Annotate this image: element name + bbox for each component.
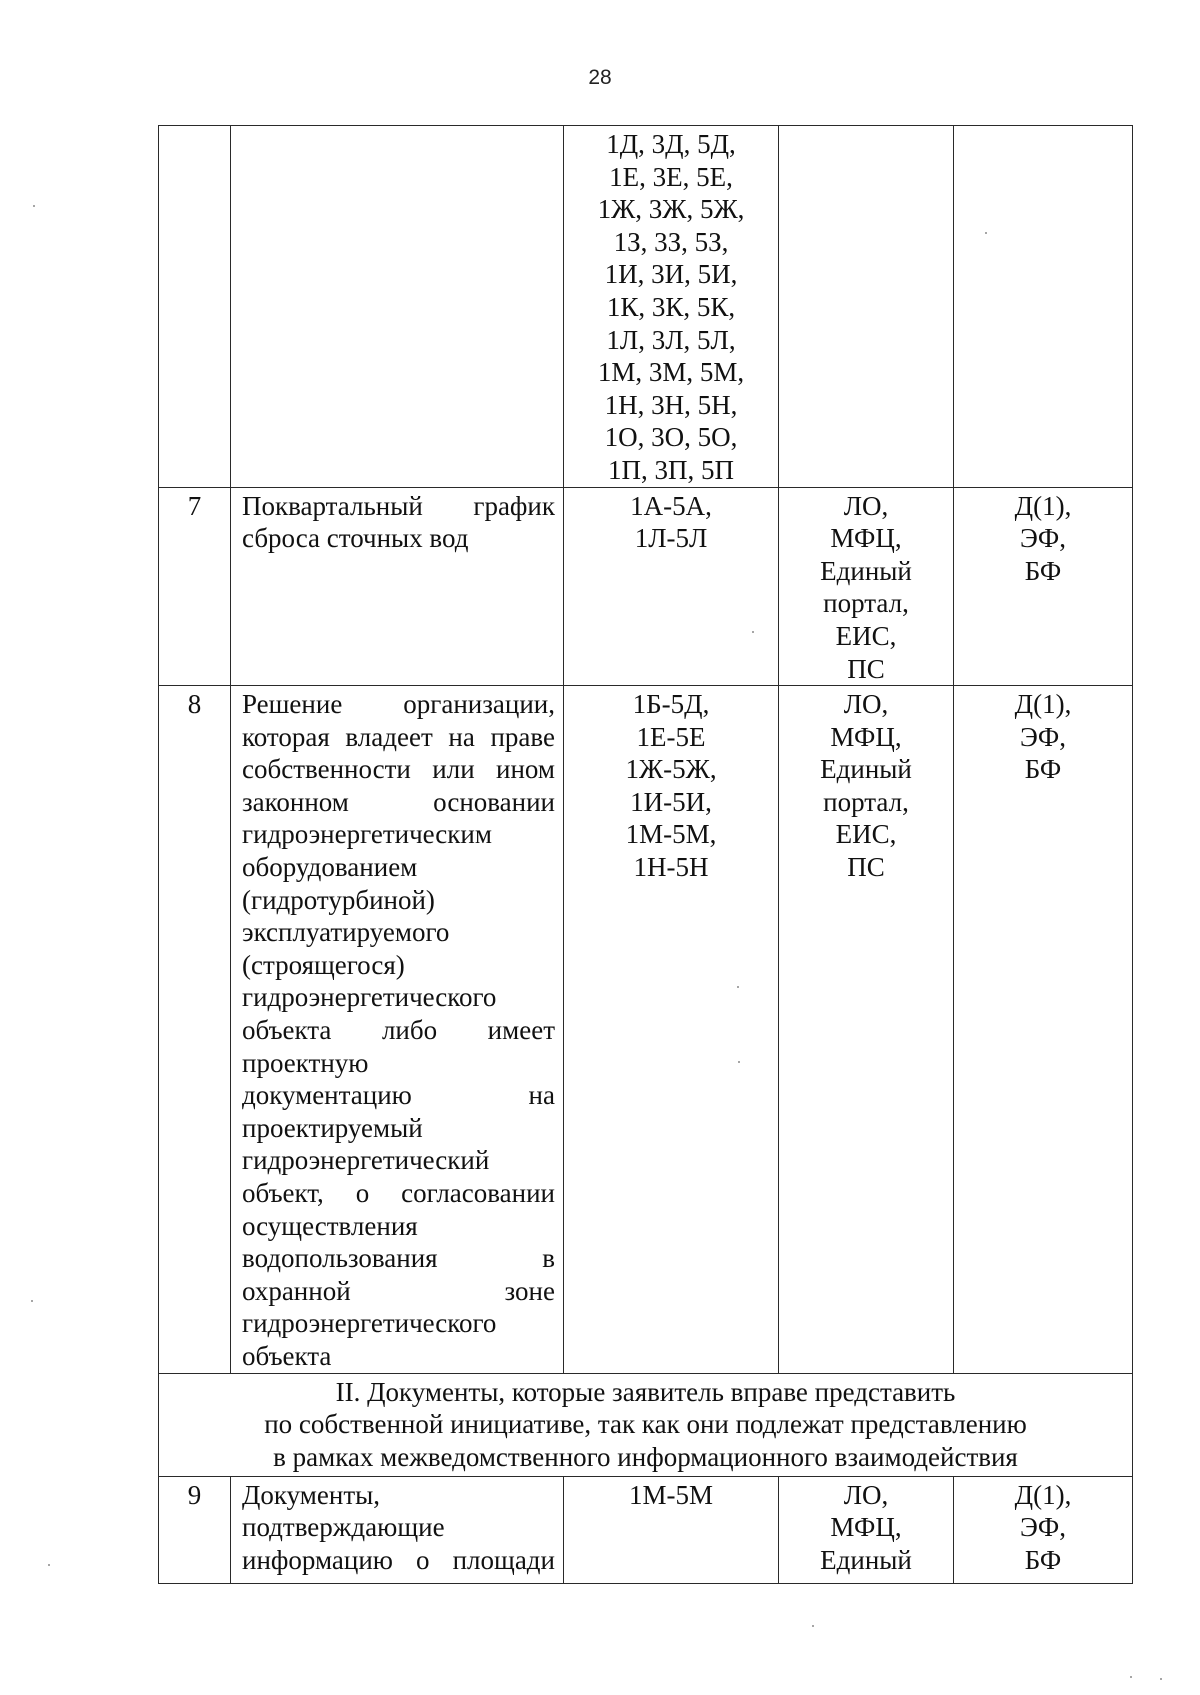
form-line: Д(1), xyxy=(1014,689,1072,720)
document-name-line: (гидротурбиной) xyxy=(242,884,435,915)
place-line: Единый xyxy=(820,555,912,586)
form-line: ЭФ, xyxy=(1019,721,1067,752)
place-line: ЛО, xyxy=(843,490,889,521)
submission-place-cell xyxy=(779,126,954,488)
document-name-line: Поквартальный график xyxy=(242,490,555,521)
codes-line: 1Л-5Л xyxy=(634,523,708,554)
codes-line: 1Е-5Е xyxy=(636,721,706,752)
codes-cell xyxy=(564,487,779,686)
codes-line: 1Б-5Д, xyxy=(632,689,710,720)
form-line: БФ xyxy=(1024,555,1062,586)
codes-cell xyxy=(564,1476,779,1583)
document-name-line: эксплуатируемого xyxy=(242,917,450,948)
row-number-cell: 9 xyxy=(159,1476,231,1583)
submission-place-cell xyxy=(779,487,954,686)
row-number-cell: 7 xyxy=(159,487,231,686)
place-line: ПС xyxy=(847,653,885,684)
place-line: ЕИС, xyxy=(835,819,897,850)
scan-speck xyxy=(33,205,35,207)
row-number-cell xyxy=(159,126,231,488)
document-name-line: объект, о согласовании xyxy=(242,1178,555,1208)
scan-speck xyxy=(31,1300,33,1302)
document-name-cell xyxy=(231,1476,564,1583)
document-name-line: Документы, xyxy=(242,1479,381,1510)
scan-speck xyxy=(812,1625,814,1627)
document-name-line: водопользования в xyxy=(242,1243,555,1274)
place-line: портал, xyxy=(823,786,909,817)
document-name-line: подтверждающие xyxy=(242,1512,445,1543)
place-line: МФЦ, xyxy=(830,721,902,752)
scan-speck xyxy=(985,232,987,234)
document-name-cell xyxy=(231,686,564,1373)
scan-speck xyxy=(48,1564,50,1566)
place-line: МФЦ, xyxy=(830,1512,902,1543)
codes-line: 1Н-5Н xyxy=(633,852,709,883)
codes-line: 1Д, 3Д, 5Д, xyxy=(606,129,736,159)
document-form-cell xyxy=(954,686,1133,1373)
codes-line: 1Е, 3Е, 5Е, xyxy=(609,161,733,192)
documents-table xyxy=(158,125,1133,1584)
document-name-line: которая владеет на праве xyxy=(242,721,555,752)
document-name-line: оборудованием xyxy=(242,852,418,883)
form-line: ЭФ, xyxy=(1019,523,1067,554)
table-row xyxy=(159,1476,1133,1583)
place-line: Единый xyxy=(820,1544,912,1575)
section-header-cell xyxy=(159,1373,1133,1476)
section-header-line: II. Документы, которые заявитель вправе представить xyxy=(335,1376,956,1407)
place-line: портал, xyxy=(823,588,909,619)
table-row xyxy=(159,487,1133,686)
document-name-cell xyxy=(231,126,564,488)
section-header-line: по собственной инициативе, так как они подлежат представлению xyxy=(264,1409,1027,1440)
codes-line: 1И, 3И, 5И, xyxy=(604,259,738,290)
table-row xyxy=(159,686,1133,1373)
form-line: БФ xyxy=(1024,1544,1062,1575)
document-form-cell xyxy=(954,487,1133,686)
document-name-line: проектную xyxy=(242,1047,369,1078)
codes-line: 1М-5М, xyxy=(625,819,717,850)
codes-line: 1Ж, 3Ж, 5Ж, xyxy=(597,194,745,225)
document-name-line: объекта либо имеет xyxy=(242,1015,555,1046)
form-line: БФ xyxy=(1024,754,1062,785)
document-name-line: документацию на xyxy=(242,1080,555,1111)
codes-line: 1И-5И, xyxy=(630,786,712,817)
document-name-line: гидроэнергетического xyxy=(242,1308,497,1339)
scan-speck xyxy=(1130,1676,1132,1678)
codes-line: 1З, 3З, 5З, xyxy=(613,226,729,257)
scan-speck xyxy=(738,1061,740,1063)
document-name-line: осуществления xyxy=(242,1210,418,1241)
codes-cell xyxy=(564,686,779,1373)
codes-line: 1П, 3П, 5П xyxy=(608,454,734,485)
codes-line: 1М-5М xyxy=(628,1479,713,1510)
table-row xyxy=(159,126,1133,488)
place-line: МФЦ, xyxy=(830,523,902,554)
codes-line: 1Ж-5Ж, xyxy=(625,754,717,785)
scan-speck xyxy=(737,986,739,988)
document-name-line: гидроэнергетическим xyxy=(242,819,492,850)
codes-line: 1М, 3М, 5М, xyxy=(597,357,745,388)
codes-line: 1Н, 3Н, 5Н, xyxy=(604,389,738,420)
place-line: ЕИС, xyxy=(835,620,897,651)
form-line: ЭФ, xyxy=(1019,1512,1067,1543)
section-header-row xyxy=(159,1373,1133,1476)
scan-speck xyxy=(752,631,754,633)
place-line: Единый xyxy=(820,754,912,785)
form-line: Д(1), xyxy=(1014,490,1072,521)
document-name-line: гидроэнергетического xyxy=(242,982,497,1013)
document-name-line: сброса сточных вод xyxy=(242,523,469,554)
codes-cell xyxy=(564,126,779,488)
document-name-line: информацию о площади xyxy=(242,1544,555,1575)
submission-place-cell xyxy=(779,686,954,1373)
document-form-cell xyxy=(954,126,1133,488)
place-line: ЛО, xyxy=(843,1479,889,1510)
document-name-line: (строящегося) xyxy=(242,949,405,980)
codes-line: 1А-5А, xyxy=(630,490,712,521)
document-name-line: проектируемый xyxy=(242,1112,423,1143)
form-line: Д(1), xyxy=(1014,1479,1072,1510)
document-name-line: охранной зоне xyxy=(242,1275,555,1306)
scan-speck xyxy=(1160,1678,1162,1680)
submission-place-cell xyxy=(779,1476,954,1583)
document-name-line: собственности или ином xyxy=(242,754,555,785)
document-name-line: законном основании xyxy=(242,786,555,817)
document-name-line: гидроэнергетический xyxy=(242,1145,490,1176)
section-header-line: в рамках межведомственного информационного взаимодействия xyxy=(273,1441,1018,1472)
codes-line: 1К, 3К, 5К, xyxy=(606,291,736,322)
codes-line: 1О, 3О, 5О, xyxy=(604,422,738,453)
place-line: ПС xyxy=(847,852,885,883)
row-number-cell: 8 xyxy=(159,686,231,1373)
document-name-line: Решение организации, xyxy=(242,689,555,720)
place-line: ЛО, xyxy=(843,689,889,720)
document-name-cell xyxy=(231,487,564,686)
page-number: 28 xyxy=(588,66,612,89)
document-form-cell xyxy=(954,1476,1133,1583)
codes-line: 1Л, 3Л, 5Л, xyxy=(606,324,736,355)
document-name-line: объекта xyxy=(242,1340,332,1371)
